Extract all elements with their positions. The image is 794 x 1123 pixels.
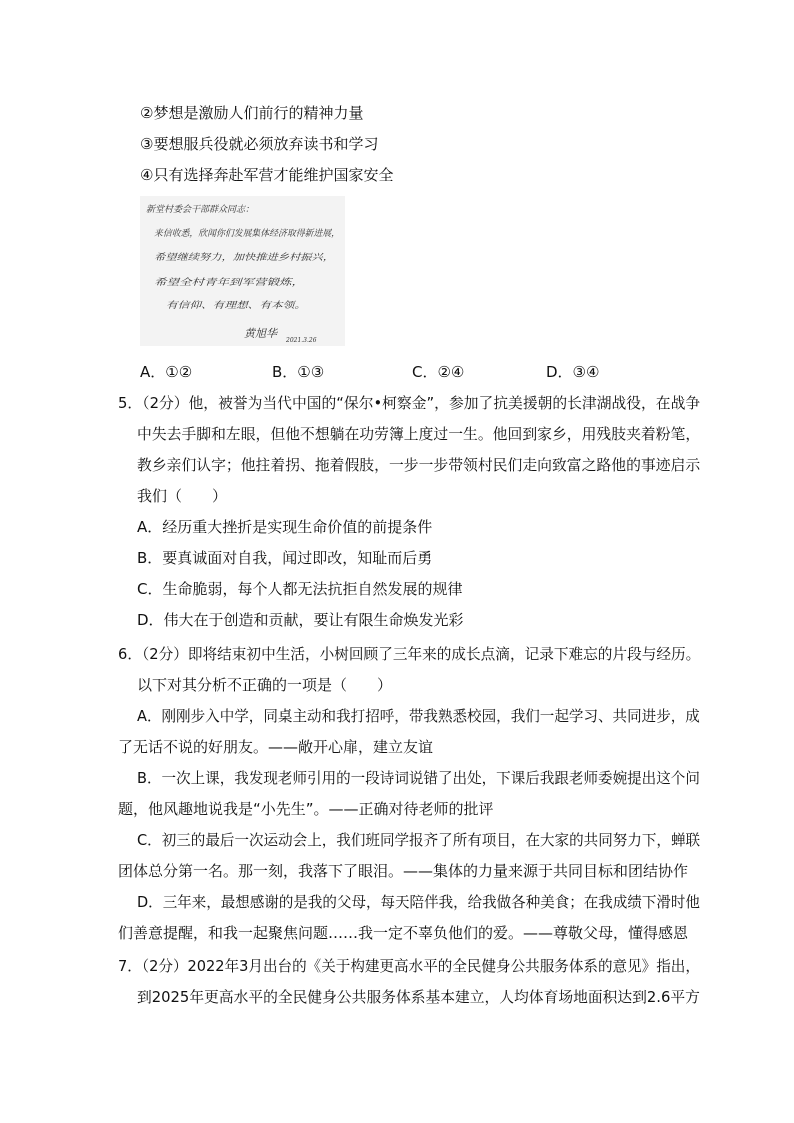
- letter-line-5: 有信仰、有理想、有本领。: [166, 301, 275, 311]
- q5-stem-line-4: 我们（ ）: [137, 487, 228, 505]
- q5-stem-line-1: 5．（2分）他，被誉为当代中国的“保尔•柯察金”，参加了抗美援朝的长津湖战役，在战争: [118, 394, 701, 412]
- letter-line-1: 新堂村委会干部群众同志：: [146, 205, 255, 215]
- q7-stem-line-1: 7．（2分）2022年3月出台的《关于构建更高水平的全民健身公共服务体系的意见》指出，: [118, 957, 700, 975]
- q6-option-d-line-1: D．三年来，最想感谢的是我的父母，每天陪伴我，给我做各种美食；在我成绩下滑时他: [137, 893, 700, 911]
- q5-option-a: A．经历重大挫折是实现生命价值的前提条件: [137, 518, 433, 536]
- q6-stem-line-2: 以下对其分析不正确的一项是（ ）: [137, 676, 393, 694]
- q4-statement-4: ④只有选择奔赴军营才能维护国家安全: [140, 166, 394, 184]
- letter-signature: 黄旭华: [244, 327, 277, 340]
- q6-option-d-line-2: 们善意提醒，和我一起聚焦问题……我一定不辜负他们的爱。——尊敬父母，懂得感恩: [118, 924, 689, 942]
- q4-option-b: B．①③: [272, 363, 325, 381]
- handwritten-letter-image: [140, 196, 345, 346]
- letter-line-2: 来信收悉，欣闻你们发展集体经济取得新进展，: [154, 229, 344, 239]
- q7-stem-line-2: 到2025年更高水平的全民健身公共服务体系基本建立，人均体育场地面积达到2.6平方: [137, 988, 700, 1006]
- q6-option-a-line-2: 了无话不说的好朋友。——敞开心扉，建立友谊: [118, 738, 434, 756]
- q5-option-b: B．要真诚面对自我，闻过即改，知耻而后勇: [137, 549, 433, 567]
- q5-stem-line-2: 中失去手脚和左眼，但他不想躺在功劳簿上度过一生。他回到家乡，用残肢夹着粉笔，: [137, 425, 701, 443]
- letter-line-3: 希望继续努力，加快推进乡村振兴，: [154, 253, 299, 263]
- q4-option-c: C．②④: [412, 363, 465, 381]
- q6-stem-line-1: 6．（2分）即将结束初中生活，小树回顾了三年来的成长点滴，记录下难忘的片段与经历。: [118, 645, 701, 663]
- letter-date: 2021.3.26: [286, 337, 317, 344]
- letter-line-4: 希望全村青年到军营锻炼，: [154, 278, 263, 288]
- q6-option-b-line-1: B．一次上课，我发现老师引用的一段诗词说错了出处，下课后我跟老师委婉提出这个问: [137, 769, 700, 787]
- q6-option-c-line-1: C．初三的最后一次运动会上，我们班同学报齐了所有项目，在大家的共同努力下，蝉联: [137, 831, 701, 849]
- q5-option-d: D．伟大在于创造和贡献，要让有限生命焕发光彩: [137, 611, 464, 629]
- q5-option-c: C．生命脆弱，每个人都无法抗拒自然发展的规律: [137, 580, 463, 598]
- q4-statement-2: ②梦想是激励人们前行的精神力量: [140, 104, 364, 122]
- q4-option-a: A．①②: [140, 363, 193, 381]
- q6-option-a-line-1: A．刚刚步入中学，同桌主动和我打招呼，带我熟悉校园，我们一起学习、共同进步，成: [137, 707, 700, 725]
- q4-option-d: D．③④: [546, 363, 600, 381]
- q5-stem-line-3: 教乡亲们认字；他拄着拐、拖着假肢，一步一步带领村民们走向致富之路他的事迹启示: [137, 456, 701, 474]
- q6-option-c-line-2: 团体总分第一名。那一刻，我落下了眼泪。——集体的力量来源于共同目标和团结协作: [118, 862, 689, 880]
- q6-option-b-line-2: 题，他风趣地说我是“小先生”。——正确对待老师的批评: [118, 800, 494, 818]
- q4-statement-3: ③要想服兵役就必须放弃读书和学习: [140, 135, 379, 153]
